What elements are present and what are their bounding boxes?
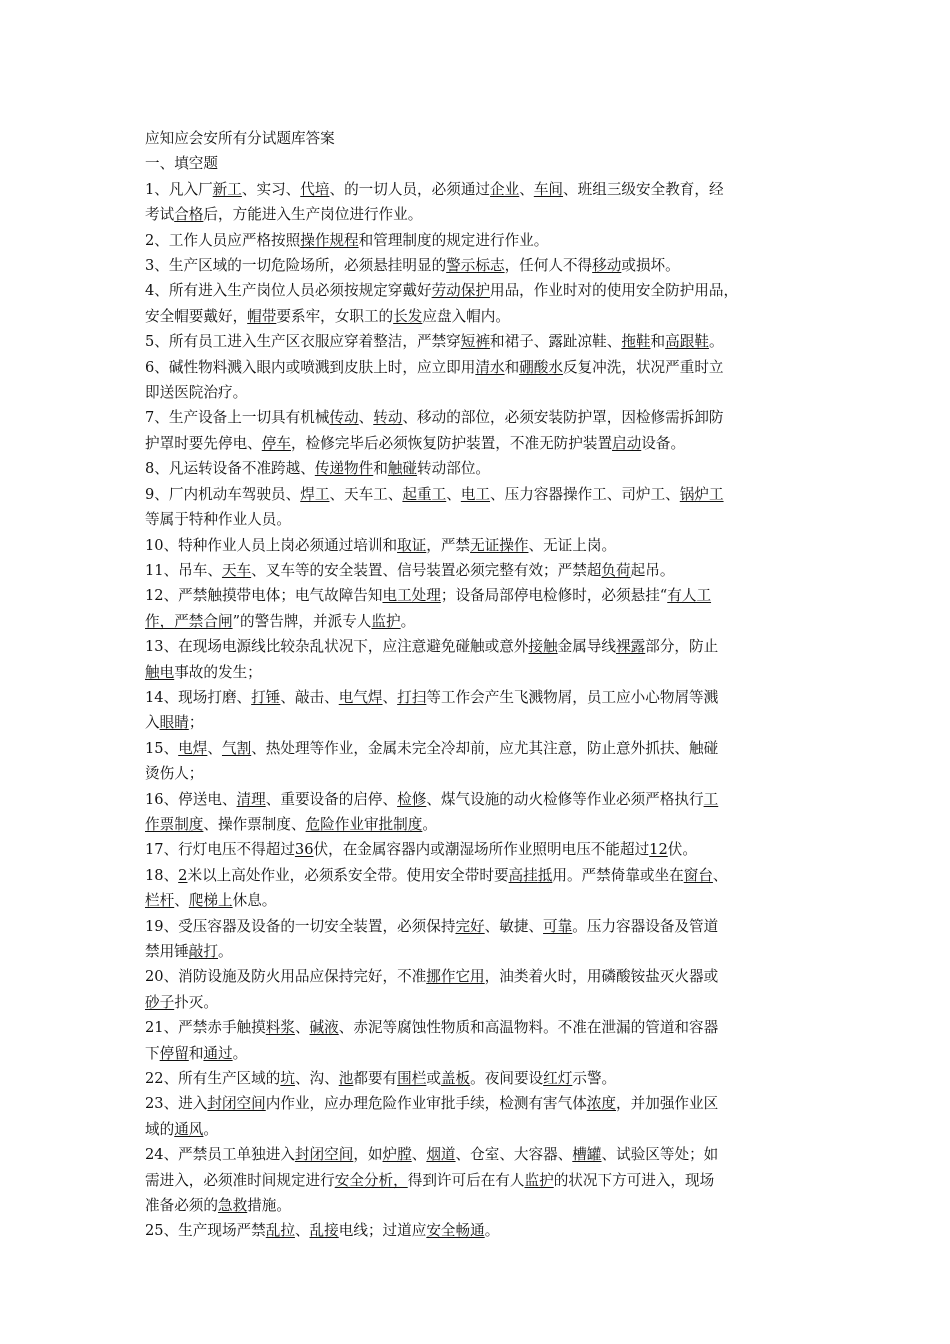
text-line xyxy=(145,837,815,862)
answer-blank: 坑 xyxy=(280,1070,295,1088)
answer-blank: 代培 xyxy=(300,180,330,198)
text-segment: 得到许可后在有人 xyxy=(407,1171,525,1189)
text-segment: 13、在现场电源线比较杂乱状况下，应注意避免碰触或意外 xyxy=(145,638,529,656)
text-line xyxy=(145,278,815,303)
text-segment: 、 xyxy=(174,892,189,910)
text-line xyxy=(145,787,815,812)
text-line xyxy=(145,1117,815,1142)
text-segment: 。压力容器设备及管道 xyxy=(572,917,719,935)
answer-blank: 天车 xyxy=(221,561,252,579)
answer-blank: 新工 xyxy=(212,180,242,198)
text-segment: 14、现场打磨、 xyxy=(145,688,252,706)
text-segment: 23、进入 xyxy=(145,1095,208,1113)
text-segment: 、重要设备的启停、 xyxy=(265,790,398,808)
text-segment: 、 xyxy=(358,409,374,427)
text-segment: 10、特种作业人员上岗必须通过培训和 xyxy=(145,536,398,554)
answer-blank: 浓度 xyxy=(586,1095,617,1113)
text-segment: 、班组三级安全教育，经 xyxy=(563,180,724,198)
answer-blank: 栏杆 xyxy=(145,892,175,910)
answer-blank: 封闭空间 xyxy=(207,1095,266,1113)
answer-blank: 无证操作 xyxy=(470,536,529,554)
text-line xyxy=(145,1066,815,1091)
answer-blank: 电焊 xyxy=(178,739,208,757)
text-segment: 伏。 xyxy=(667,841,697,859)
text-segment: 准备必须的 xyxy=(145,1197,218,1215)
text-line xyxy=(145,990,815,1015)
answer-blank: 气割 xyxy=(221,739,252,757)
text-line xyxy=(145,634,815,659)
text-segment: 1、凡入厂 xyxy=(145,180,213,198)
text-segment: 、热处理等作业，金属未完全冷却前，应尤其注意，防止意外抓扶、触碰 xyxy=(251,739,719,757)
text-segment: 。 xyxy=(203,1120,219,1138)
answer-blank: 帽带 xyxy=(247,307,277,325)
answer-blank: 眼睛 xyxy=(159,714,189,732)
answer-blank: 取证 xyxy=(397,536,427,554)
answer-blank: 碱液 xyxy=(309,1019,339,1037)
answer-blank: 围栏 xyxy=(397,1070,427,1088)
answer-blank: 停车 xyxy=(261,434,291,452)
text-segment: 烫伤人； xyxy=(145,765,204,783)
answer-blank: 打锤 xyxy=(251,688,281,706)
text-segment: 。 xyxy=(484,1222,500,1240)
text-segment: 金属导线 xyxy=(557,638,617,656)
text-line xyxy=(145,1218,815,1243)
text-line xyxy=(145,863,815,888)
text-line xyxy=(145,964,815,989)
answer-blank: 工 xyxy=(703,790,719,808)
text-segment: 7、生产设备上一切具有机械 xyxy=(145,409,330,427)
text-segment: 11、吊车、 xyxy=(145,561,222,579)
text-segment: 起吊。 xyxy=(630,561,675,579)
text-segment: 安全帽要戴好， xyxy=(145,307,248,325)
text-segment: 和 xyxy=(504,358,520,376)
text-line xyxy=(145,939,815,964)
text-segment: 、操作票制度、 xyxy=(203,815,306,833)
text-segment: 。 xyxy=(400,612,416,630)
text-line xyxy=(145,202,815,227)
text-segment: 和管理制度的规定进行作业。 xyxy=(358,231,549,249)
text-segment: 应盘入帽内。 xyxy=(422,307,510,325)
text-segment: 、无证上岗。 xyxy=(528,536,617,554)
answer-blank: 急救 xyxy=(217,1197,248,1215)
text-segment: 米以上高处作业，必须系安全带。使用安全带时要 xyxy=(187,866,509,884)
answer-blank: 安全分析， xyxy=(334,1171,408,1189)
answer-blank: 监护 xyxy=(524,1171,554,1189)
text-segment: 和 xyxy=(650,333,666,351)
text-segment: 示警。 xyxy=(572,1070,617,1088)
text-segment: 、天车工、 xyxy=(329,485,403,503)
text-line xyxy=(145,380,815,405)
text-segment: 设备。 xyxy=(641,434,686,452)
answer-blank: 砂子 xyxy=(145,993,175,1011)
text-segment: 、 xyxy=(712,866,728,884)
answer-blank: 乱拉 xyxy=(265,1222,295,1240)
text-segment: 。 xyxy=(232,1044,248,1062)
text-segment: 、敲击、 xyxy=(280,688,339,706)
text-line xyxy=(145,1015,815,1040)
text-segment: 、煤气设施的动火检修等作业必须严格执行 xyxy=(426,790,704,808)
answer-blank: 负荷 xyxy=(601,561,631,579)
text-line xyxy=(145,304,815,329)
text-segment: 和 xyxy=(188,1044,204,1062)
answer-blank: 触电 xyxy=(145,663,175,681)
document-title: 应知应会安所有分试题库答案 xyxy=(145,130,335,147)
text-segment: 域的 xyxy=(145,1120,175,1138)
answer-blank: 炉膛 xyxy=(382,1146,412,1164)
text-line xyxy=(145,431,815,456)
answer-blank: 硼酸水 xyxy=(519,358,563,376)
text-segment: 要系牢，女职工的 xyxy=(276,307,394,325)
text-segment: 休息。 xyxy=(232,892,277,910)
text-line xyxy=(145,482,815,507)
answer-blank: 料浆 xyxy=(265,1019,295,1037)
text-segment: 、压力容器操作工、司炉工、 xyxy=(490,485,680,503)
text-segment: 、 xyxy=(207,739,222,757)
text-segment: 考试 xyxy=(145,206,175,224)
text-line xyxy=(145,660,815,685)
text-segment: 。 xyxy=(218,943,233,960)
text-segment: 6、碱性物料溅入眼内或喷溅到皮肤上时，应立即用 xyxy=(145,358,476,376)
answer-blank: 劳动保护 xyxy=(431,282,490,300)
text-line xyxy=(145,710,815,735)
text-segment: 3、生产区域的一切危险场所，必须悬挂明显的 xyxy=(145,257,447,275)
text-line xyxy=(145,583,815,608)
text-segment: 20、消防设施及防火用品应保持完好，不准 xyxy=(145,968,427,986)
text-segment: 、叉车等的安全装置、信号装置必须完整有效；严禁超 xyxy=(251,561,602,579)
answer-blank: 传动 xyxy=(329,409,359,427)
text-segment: 、仓室、大容器、 xyxy=(455,1146,573,1164)
answer-blank: 接触 xyxy=(528,638,558,656)
text-line xyxy=(145,1142,815,1167)
answer-blank: 挪作它用 xyxy=(426,968,485,986)
text-segment: 8、凡运转设备不准跨越、 xyxy=(145,460,315,478)
text-segment: 19、受压容器及设备的一切安全装置，必须保持 xyxy=(145,917,456,935)
text-segment: 伏，在金属容器内或潮湿场所作业照明电压不能超过 xyxy=(313,841,650,859)
text-segment: 、 xyxy=(294,1019,310,1037)
text-segment: 、 xyxy=(519,180,534,198)
answer-blank: 封闭空间 xyxy=(294,1146,354,1164)
text-line xyxy=(145,1168,815,1193)
answer-blank: 起重工 xyxy=(402,485,447,503)
answer-blank: 乱接 xyxy=(309,1222,339,1240)
text-segment: 转动部位。 xyxy=(417,460,491,478)
text-segment: 。 xyxy=(422,815,437,833)
answer-blank: 清理 xyxy=(236,790,266,808)
text-line xyxy=(145,329,815,354)
text-segment: 需进入，必须准时间规定进行 xyxy=(145,1171,335,1189)
text-segment: 、赤泥等腐蚀性物质和高温物料。不准在泄漏的管道和容器 xyxy=(338,1019,719,1037)
answer-blank: 通过 xyxy=(203,1044,233,1062)
text-segment: 25、生产现场严禁 xyxy=(145,1222,266,1240)
answer-blank: 短裤 xyxy=(460,333,490,351)
answer-blank: 锅炉工 xyxy=(679,485,724,503)
text-line xyxy=(145,405,815,430)
answer-blank: 启动 xyxy=(612,434,642,452)
text-segment: 15、 xyxy=(145,739,179,757)
text-line xyxy=(145,761,815,786)
answer-blank: 焊工 xyxy=(300,485,330,503)
text-segment: 17、行灯电压不得超过 xyxy=(145,841,295,859)
text-segment: 2、工作人员应严格按照 xyxy=(145,231,301,249)
text-segment: 事故的发生； xyxy=(174,663,262,681)
text-line xyxy=(145,685,815,710)
answer-blank: 敲打 xyxy=(188,943,218,960)
answer-blank: 槽罐 xyxy=(572,1146,602,1164)
answer-blank: 传递物件 xyxy=(314,460,374,478)
text-segment: 用品，作业时对的使用安全防护用品， xyxy=(489,282,739,300)
answer-blank: 警示标志 xyxy=(446,257,505,275)
text-segment: 的状况下方可进入，现场 xyxy=(553,1171,715,1189)
answer-blank: 车间 xyxy=(533,180,564,198)
document-page xyxy=(145,126,815,1244)
answer-blank: 操作规程 xyxy=(300,231,359,249)
answer-blank: 长发 xyxy=(393,307,423,325)
answer-blank: 窗台 xyxy=(683,866,713,884)
text-segment: 。 xyxy=(708,333,724,351)
answer-blank: 高挂 xyxy=(508,866,538,884)
text-segment: 等属于特种作业人员。 xyxy=(145,511,291,529)
text-segment: 9、厂内机动车驾驶员、 xyxy=(145,485,301,503)
answer-blank: 抵 xyxy=(537,866,553,884)
text-line xyxy=(145,558,815,583)
answer-blank: 裸露 xyxy=(616,638,646,656)
answer-blank: 合格 xyxy=(174,206,204,224)
text-segment: 、 xyxy=(411,1146,427,1164)
text-segment: 5、所有员工进入生产区衣服应穿着整洁，严禁穿 xyxy=(145,333,461,351)
text-segment: 、 xyxy=(446,485,461,503)
text-line xyxy=(145,812,815,837)
text-segment: 或损坏。 xyxy=(621,257,680,275)
text-segment: 4、所有进入生产岗位人员必须按规定穿戴好 xyxy=(145,282,432,300)
text-segment: 和裙子、露趾凉鞋、 xyxy=(489,333,622,351)
text-segment: ；设备局部停电检修时，必须悬挂“ xyxy=(440,587,668,605)
answer-blank: 打扫 xyxy=(397,688,427,706)
text-segment: 护罩时要先停电、 xyxy=(145,434,262,452)
answer-blank: 作，严禁合闸 xyxy=(145,612,233,630)
answer-blank: 停留 xyxy=(159,1044,189,1062)
text-segment: 后，方能进入生产岗位进行作业。 xyxy=(203,206,423,224)
text-segment: 。夜间要设 xyxy=(470,1070,544,1088)
answer-blank: 触碰 xyxy=(387,460,418,478)
text-line xyxy=(145,507,815,532)
answer-blank: 电工处理 xyxy=(382,587,441,605)
text-line xyxy=(145,914,815,939)
text-line xyxy=(145,1041,815,1066)
answer-blank: 清水 xyxy=(475,358,505,376)
answer-blank: 移动 xyxy=(592,257,622,275)
text-segment: 用。严禁倚靠或坐在 xyxy=(552,866,684,884)
text-segment: 、试验区等处；如 xyxy=(601,1146,719,1164)
answer-blank: 作票制度 xyxy=(145,815,204,833)
text-line xyxy=(145,736,815,761)
text-segment: 、实习、 xyxy=(241,180,301,198)
text-segment: ，并加强作业区 xyxy=(616,1095,719,1113)
text-segment: 即送医院治疗。 xyxy=(145,384,248,402)
text-segment: 21、严禁赤手触摸 xyxy=(145,1019,266,1037)
text-segment: 24、严禁员工单独进入 xyxy=(145,1146,295,1164)
text-segment: 等工作会产生飞溅物屑，员工应小心物屑等溅 xyxy=(426,688,719,706)
answer-blank: 电工 xyxy=(460,485,491,503)
text-segment: 、 xyxy=(294,1222,310,1240)
text-line xyxy=(145,609,815,634)
answer-blank: 爬梯上 xyxy=(188,892,233,910)
answer-blank: 可靠 xyxy=(543,917,573,935)
answer-blank: 完好 xyxy=(455,917,485,935)
answer-blank: 检修 xyxy=(397,790,427,808)
text-segment: 反复冲洗，状况严重时立 xyxy=(562,358,724,376)
text-segment: 内作业，应办理危险作业审批手续，检测有害气体 xyxy=(265,1095,587,1113)
text-segment: 扑灭。 xyxy=(174,993,218,1011)
text-segment: 或 xyxy=(426,1070,441,1088)
text-line xyxy=(145,228,815,253)
answer-blank: 危险作业审批制度 xyxy=(305,815,423,833)
answer-blank: 36 xyxy=(294,841,314,859)
text-segment: 入 xyxy=(145,714,160,732)
text-line xyxy=(145,1193,815,1218)
text-segment: 、敏捷、 xyxy=(484,917,544,935)
text-segment: 禁用锤 xyxy=(145,943,189,960)
text-segment: 12、严禁触摸带电体；电气故障告知 xyxy=(145,587,383,605)
text-segment: ，任何人不得 xyxy=(504,257,593,275)
text-line xyxy=(145,456,815,481)
text-segment: 16、停送电、 xyxy=(145,790,237,808)
answer-blank: 2 xyxy=(178,866,188,884)
text-segment: ，严禁 xyxy=(426,536,471,554)
text-segment: ； xyxy=(188,714,204,732)
answer-blank: 企业 xyxy=(490,180,520,198)
answer-blank: 转动 xyxy=(373,409,403,427)
text-line xyxy=(145,888,815,913)
answer-blank: 高跟鞋 xyxy=(665,333,709,351)
text-segment: ，如 xyxy=(353,1146,383,1164)
answer-blank: 池 xyxy=(338,1070,354,1088)
text-segment: ”的警告牌，并派专人 xyxy=(232,612,372,630)
text-segment: ，检修完毕后必须恢复防护装置，不准无防护装置 xyxy=(290,434,613,452)
answer-blank: 通风 xyxy=(174,1120,204,1138)
text-segment: 电线；过道应 xyxy=(338,1222,427,1240)
text-segment: 、沟、 xyxy=(294,1070,339,1088)
text-segment: 22、所有生产区域的 xyxy=(145,1070,281,1088)
text-line xyxy=(145,177,815,202)
text-segment: 都要有 xyxy=(353,1070,398,1088)
answer-blank: 12 xyxy=(649,841,668,859)
document-body xyxy=(145,177,815,1244)
text-line xyxy=(145,533,815,558)
text-segment: 、的一切人员，必须通过 xyxy=(329,180,491,198)
answer-blank: 安全畅通 xyxy=(426,1222,485,1240)
text-segment: 和 xyxy=(373,460,388,478)
answer-blank: 红灯 xyxy=(543,1070,573,1088)
answer-blank: 监护 xyxy=(371,612,401,630)
answer-blank: 烟道 xyxy=(426,1146,456,1164)
answer-blank: 有人工 xyxy=(667,587,712,605)
section-heading: 一、填空题 xyxy=(145,155,218,173)
text-line xyxy=(145,355,815,380)
answer-blank: 电气焊 xyxy=(338,688,383,706)
text-segment: 部分，防止 xyxy=(645,638,719,656)
text-segment: 、移动的部位，必须安装防护罩，因检修需拆卸防 xyxy=(402,409,724,427)
text-line xyxy=(145,253,815,278)
text-segment: 、 xyxy=(382,688,398,706)
text-segment: ，油类着火时，用磷酸铵盐灭火器或 xyxy=(484,968,719,986)
text-line xyxy=(145,1091,815,1116)
text-segment: 18、 xyxy=(145,866,179,884)
answer-blank: 拖鞋 xyxy=(621,333,651,351)
text-segment: 措施。 xyxy=(247,1197,291,1215)
answer-blank: 盖板 xyxy=(440,1070,471,1088)
text-segment: 下 xyxy=(145,1044,160,1062)
